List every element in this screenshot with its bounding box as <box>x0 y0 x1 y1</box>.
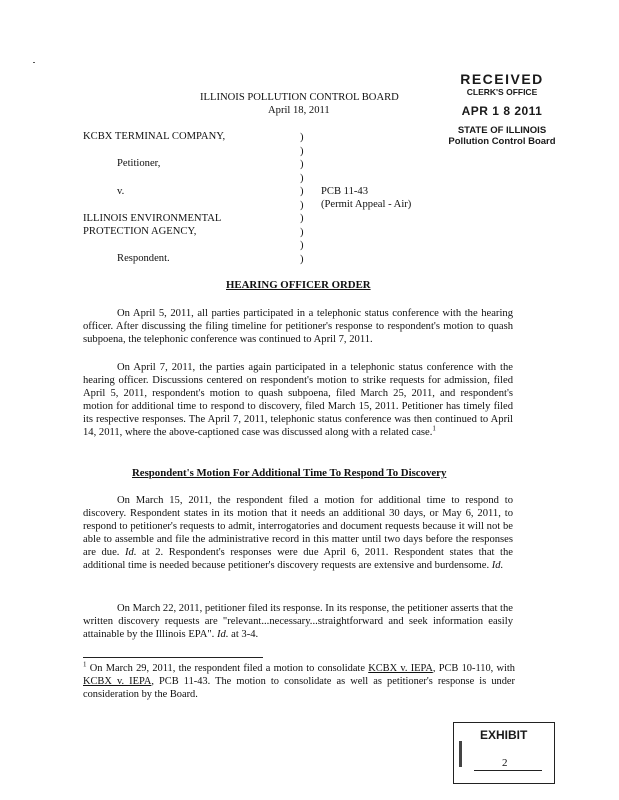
footnote-reference: 1 <box>432 424 436 433</box>
stamp-clerks-office: CLERK'S OFFICE <box>466 87 538 97</box>
petitioner-role: Petitioner, <box>117 158 161 169</box>
paragraph-status-conference-april-5 <box>83 307 513 346</box>
order-date: April 18, 2011 <box>268 105 330 116</box>
versus: v. <box>117 186 125 197</box>
petitioner-name: KCBX TERMINAL COMPANY, <box>83 131 226 142</box>
received-stamp <box>438 72 566 147</box>
exhibit-side-mark <box>459 741 462 767</box>
paragraph-text: On April 7, 2011, the parties again participated in a telephonic status conference with the hearing officer. Discussions centered on respondent's motion to strike requests for admission, filed April 5, 2011, respondent's motion to quash subpoena, filed March 25, 2011, and respondent's motion for additional time to respond to discovery, filed March 15, 2011. Petitioner has timely filed its respective responses. The April 7, 2011, telephonic status conference was then continued to April 14, 2011, where the above-captioned case was discussed along with a related case.$^1$ <box>83 362 513 438</box>
respondent-role: Respondent. <box>117 253 170 264</box>
agency-name: ILLINOIS POLLUTION CONTROL BOARD <box>200 92 399 103</box>
case-number: PCB 11-43 <box>321 186 368 197</box>
case-type: (Permit Appeal - Air) <box>321 199 412 210</box>
footnote-separator <box>83 657 263 658</box>
stamp-received: RECEIVED <box>460 71 544 87</box>
respondent-name-line1: ILLINOIS ENVIRONMENTAL <box>83 213 222 224</box>
scan-speck <box>33 62 35 63</box>
caption-brackets: ) ) ) ) ) ) ) ) ) ) <box>300 132 304 265</box>
footnote: $^1$ On March 29, 2011, the respondent filed a motion to consolidate KCBX v. IEPA, PCB 10-110, with KCBX v. IEPA, PCB 11-43. The motion to consolidate as well as petitioner's response is under consideration by the Board. <box>83 660 515 700</box>
order-title: HEARING OFFICER ORDER <box>226 279 371 291</box>
paragraph-status-conference-april-7 <box>83 361 513 439</box>
case-citation: KCBX v. IEPA <box>368 663 433 674</box>
case-citation: KCBX v. IEPA <box>83 676 152 687</box>
section-heading: Respondent's Motion For Additional Time To Respond To Discovery <box>132 467 447 479</box>
exhibit-sticker <box>453 722 555 784</box>
exhibit-number: 2 <box>502 757 508 769</box>
stamp-board: Pollution Control Board <box>448 136 556 147</box>
paragraph-text: On April 5, 2011, all parties participated in a telephonic status conference with the hearing officer. After discussing the filing timeline for petitioner's response to respondent's motion to quash subpoena, the telephonic conference was continued to April 7, 2011. <box>83 308 513 345</box>
footnote-mark: 1 <box>83 660 87 669</box>
stamp-state: STATE OF ILLINOIS <box>457 125 547 136</box>
respondent-name-line2: PROTECTION AGENCY, <box>83 226 197 237</box>
exhibit-label: EXHIBIT <box>480 728 528 742</box>
paragraph-petitioner-response: On March 22, 2011, petitioner filed its response. In its response, the petitioner asserts that the written discovery requests are "relevant...necessary...straightforward and seek information easily attainable by the Illinois EPA". Id. at 3-4. <box>83 603 513 640</box>
exhibit-number-line <box>474 770 542 771</box>
paragraph-motion-additional-time: On March 15, 2011, the respondent filed a motion for additional time to respond to discovery. Respondent states in its motion that it needs an additional 30 days, or May 6, 2011, to respond to petitioner's requests to admit, interrogatories and document requests because it will not be able to assemble and file the administrative record in this matter until two days before the responses are due. Id. at 2. Respondent's responses were due April 6, 2011. Respondent states that the additional time is needed because petitioner's discovery requests are extensive and burdensome. Id. <box>83 495 513 571</box>
stamp-date: APR 1 8 2011 <box>461 104 543 118</box>
